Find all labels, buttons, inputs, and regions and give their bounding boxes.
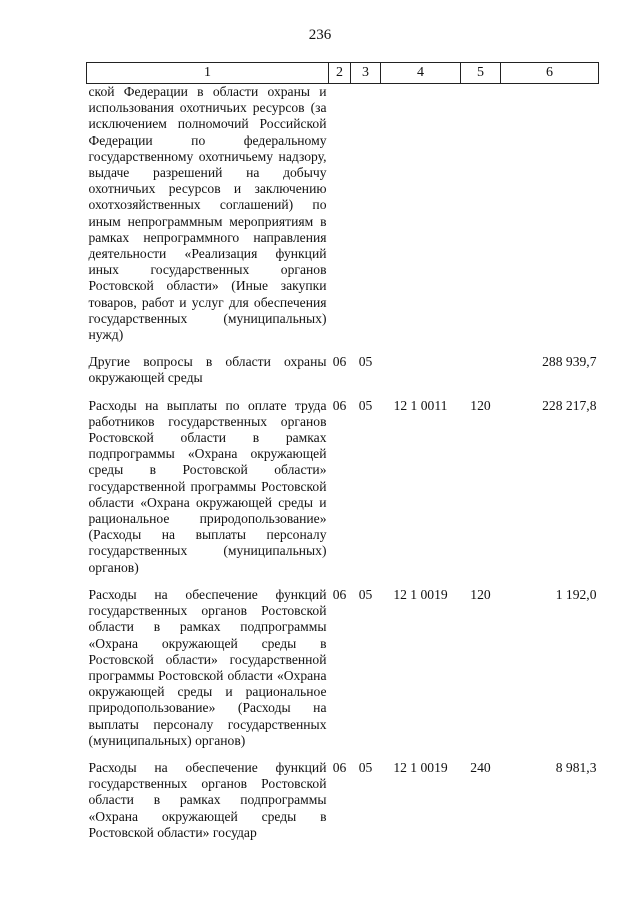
header-cell-4: 4 — [381, 63, 461, 84]
row-subsection — [351, 84, 381, 344]
row-description: Другие вопросы в области охраны окружающей среды — [88, 354, 327, 386]
row-expense-type — [461, 343, 501, 386]
row-target — [381, 84, 461, 344]
row-subsection: 05 — [358, 759, 373, 775]
row-amount: 288 939,7 — [542, 354, 597, 370]
row-subsection: 05 — [358, 354, 373, 370]
row-amount — [501, 84, 599, 344]
table-row — [87, 84, 599, 344]
row-section: 06 — [332, 397, 347, 413]
table-header-row — [87, 63, 599, 84]
header-cell-5: 5 — [461, 63, 501, 84]
row-description: Расходы на обеспечение функций государственных органов Ростовской области в рамках подпрограммы «Охрана окружающей среды в Ростовской области» государственной программы Ростовской области «Охрана окружающей среды и рациональное природопользование» (Расходы на выплаты персоналу государственных (муниципальных) органов) — [88, 586, 327, 748]
header-cell-1: 1 — [87, 63, 329, 84]
row-target: 12 1 0019 — [393, 759, 448, 775]
table-row — [87, 749, 599, 841]
table-row — [87, 343, 599, 386]
table-row — [87, 576, 599, 749]
row-target: 12 1 0011 — [393, 397, 448, 413]
row-subsection: 05 — [358, 586, 373, 602]
row-amount: 1 192,0 — [555, 586, 597, 602]
row-expense-type: 120 — [470, 586, 491, 602]
header-cell-2: 2 — [329, 63, 351, 84]
row-target — [381, 343, 461, 386]
row-description: Расходы на выплаты по оплате труда работников государственных органов Ростовской области в рамках подпрограммы «Охрана окружающей среды в Ростовской области» государственной программы Ростовской области «Охрана окружающей среды и рациональное природопользование» (Расходы на выплаты персоналу государственных (муниципальных) органов) — [88, 397, 327, 575]
row-expense-type: 120 — [470, 397, 491, 413]
row-subsection: 05 — [358, 397, 373, 413]
row-amount: 228 217,8 — [542, 397, 597, 413]
row-expense-type: 240 — [470, 759, 491, 775]
header-cell-6: 6 — [501, 63, 599, 84]
budget-table — [86, 62, 599, 841]
header-cell-3: 3 — [351, 63, 381, 84]
page-number: 236 — [308, 27, 332, 43]
row-description: ской Федерации в области охраны и использования охотничьих ресурсов (за исключением полномочий Российской Федерации по федеральному государственному охотничьему надзору, выдаче разрешений на добычу охотничьих ресурсов и заключению охотхозяйственных соглашений) по иным непрограммным мероприятиям в рамках непрограммного направления деятельности «Реализация функций иных государственных органов Ростовской области» (Иные закупки товаров, работ и услуг для обеспечения государственных (муниципальных) нужд) — [88, 84, 327, 343]
row-expense-type — [461, 84, 501, 344]
row-description: Расходы на обеспечение функций государственных органов Ростовской области в рамках подпрограммы «Охрана окружающей среды в Ростовской области» государ — [88, 759, 327, 840]
table-row — [87, 387, 599, 576]
row-section: 06 — [332, 759, 347, 775]
row-amount: 8 981,3 — [555, 759, 597, 775]
row-target: 12 1 0019 — [393, 586, 448, 602]
row-section — [329, 84, 351, 344]
row-section: 06 — [332, 586, 347, 602]
row-section: 06 — [332, 354, 347, 370]
